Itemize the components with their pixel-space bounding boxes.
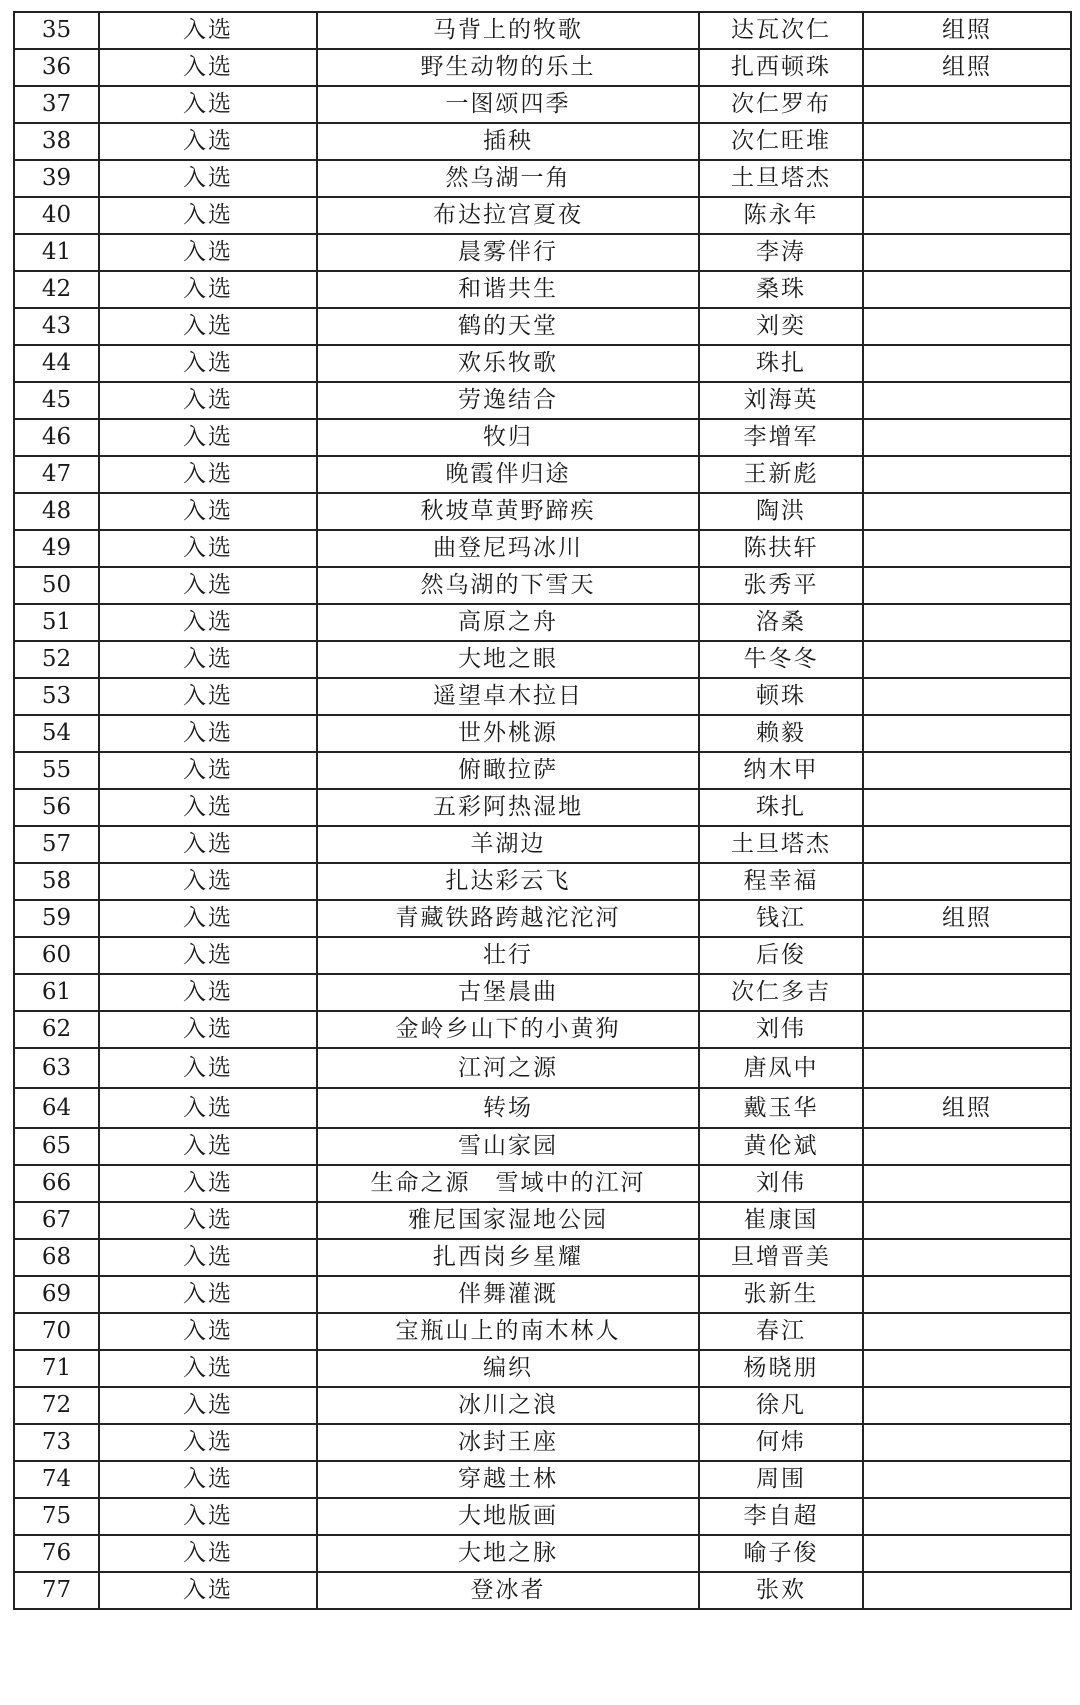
- author-cell: 春江: [699, 1313, 863, 1350]
- title-cell: 大地之眼: [317, 641, 699, 678]
- row-number-cell: 57: [14, 826, 99, 863]
- author-cell: 何炜: [699, 1424, 863, 1461]
- status-cell: 入选: [99, 1239, 317, 1276]
- title-cell: 壮行: [317, 937, 699, 974]
- note-cell: [863, 1165, 1071, 1202]
- row-number-cell: 51: [14, 604, 99, 641]
- row-number-cell: 62: [14, 1011, 99, 1048]
- title-cell: 古堡晨曲: [317, 974, 699, 1011]
- status-cell: 入选: [99, 308, 317, 345]
- table-row: [14, 567, 1071, 604]
- note-cell: 组照: [863, 49, 1071, 86]
- status-cell: 入选: [99, 1535, 317, 1572]
- status-cell: 入选: [99, 826, 317, 863]
- note-cell: [863, 345, 1071, 382]
- row-number-cell: 77: [14, 1572, 99, 1609]
- note-cell: [863, 1498, 1071, 1535]
- status-cell: 入选: [99, 197, 317, 234]
- status-cell: 入选: [99, 1572, 317, 1609]
- author-cell: 扎西顿珠: [699, 49, 863, 86]
- table-row: [14, 160, 1071, 197]
- author-cell: 赖毅: [699, 715, 863, 752]
- title-cell: 遥望卓木拉日: [317, 678, 699, 715]
- table-row: [14, 12, 1071, 49]
- table-row: [14, 234, 1071, 271]
- table-row: [14, 1387, 1071, 1424]
- table-row: [14, 1572, 1071, 1609]
- status-cell: 入选: [99, 863, 317, 900]
- table-row: [14, 382, 1071, 419]
- table-row: [14, 1424, 1071, 1461]
- author-cell: 李涛: [699, 234, 863, 271]
- author-cell: 后俊: [699, 937, 863, 974]
- note-cell: [863, 974, 1071, 1011]
- status-cell: 入选: [99, 1387, 317, 1424]
- title-cell: 一图颂四季: [317, 86, 699, 123]
- table-row: [14, 419, 1071, 456]
- table-row: [14, 1202, 1071, 1239]
- status-cell: 入选: [99, 1202, 317, 1239]
- row-number-cell: 46: [14, 419, 99, 456]
- status-cell: 入选: [99, 382, 317, 419]
- author-cell: 刘伟: [699, 1165, 863, 1202]
- title-cell: 扎西岗乡星耀: [317, 1239, 699, 1276]
- note-cell: [863, 937, 1071, 974]
- author-cell: 程幸福: [699, 863, 863, 900]
- status-cell: 入选: [99, 1461, 317, 1498]
- title-cell: 冰川之浪: [317, 1387, 699, 1424]
- row-number-cell: 55: [14, 752, 99, 789]
- author-cell: 李自超: [699, 1498, 863, 1535]
- author-cell: 钱江: [699, 900, 863, 937]
- table-row: [14, 123, 1071, 160]
- author-cell: 黄伦斌: [699, 1128, 863, 1165]
- author-cell: 顿珠: [699, 678, 863, 715]
- table-row: [14, 1350, 1071, 1387]
- status-cell: 入选: [99, 86, 317, 123]
- row-number-cell: 73: [14, 1424, 99, 1461]
- note-cell: [863, 1535, 1071, 1572]
- status-cell: 入选: [99, 900, 317, 937]
- row-number-cell: 58: [14, 863, 99, 900]
- title-cell: 生命之源 雪域中的江河: [317, 1165, 699, 1202]
- title-cell: 宝瓶山上的南木林人: [317, 1313, 699, 1350]
- table-row: [14, 86, 1071, 123]
- author-cell: 张秀平: [699, 567, 863, 604]
- row-number-cell: 61: [14, 974, 99, 1011]
- status-cell: 入选: [99, 1088, 317, 1128]
- title-cell: 登冰者: [317, 1572, 699, 1609]
- table-row: [14, 530, 1071, 567]
- author-cell: 李增军: [699, 419, 863, 456]
- table-row: [14, 1313, 1071, 1350]
- status-cell: 入选: [99, 160, 317, 197]
- author-cell: 珠扎: [699, 345, 863, 382]
- note-cell: [863, 382, 1071, 419]
- row-number-cell: 63: [14, 1048, 99, 1088]
- note-cell: [863, 123, 1071, 160]
- note-cell: [863, 752, 1071, 789]
- row-number-cell: 71: [14, 1350, 99, 1387]
- author-cell: 刘海英: [699, 382, 863, 419]
- title-cell: 布达拉宫夏夜: [317, 197, 699, 234]
- note-cell: [863, 160, 1071, 197]
- table-row: [14, 456, 1071, 493]
- table-row: [14, 1128, 1071, 1165]
- status-cell: 入选: [99, 345, 317, 382]
- status-cell: 入选: [99, 1276, 317, 1313]
- row-number-cell: 75: [14, 1498, 99, 1535]
- row-number-cell: 65: [14, 1128, 99, 1165]
- row-number-cell: 39: [14, 160, 99, 197]
- row-number-cell: 64: [14, 1088, 99, 1128]
- note-cell: [863, 1239, 1071, 1276]
- status-cell: 入选: [99, 1165, 317, 1202]
- table-row: [14, 1276, 1071, 1313]
- row-number-cell: 66: [14, 1165, 99, 1202]
- table-row: [14, 197, 1071, 234]
- row-number-cell: 53: [14, 678, 99, 715]
- title-cell: 牧归: [317, 419, 699, 456]
- author-cell: 桑珠: [699, 271, 863, 308]
- row-number-cell: 74: [14, 1461, 99, 1498]
- table-row: [14, 937, 1071, 974]
- title-cell: 鹤的天堂: [317, 308, 699, 345]
- status-cell: 入选: [99, 678, 317, 715]
- note-cell: [863, 1313, 1071, 1350]
- note-cell: [863, 641, 1071, 678]
- row-number-cell: 76: [14, 1535, 99, 1572]
- table-row: [14, 1461, 1071, 1498]
- status-cell: 入选: [99, 752, 317, 789]
- author-cell: 次仁旺堆: [699, 123, 863, 160]
- note-cell: [863, 1202, 1071, 1239]
- row-number-cell: 45: [14, 382, 99, 419]
- note-cell: [863, 197, 1071, 234]
- author-cell: 陈扶轩: [699, 530, 863, 567]
- note-cell: 组照: [863, 1088, 1071, 1128]
- table-row: [14, 641, 1071, 678]
- row-number-cell: 41: [14, 234, 99, 271]
- table-row: [14, 678, 1071, 715]
- title-cell: 和谐共生: [317, 271, 699, 308]
- row-number-cell: 38: [14, 123, 99, 160]
- title-cell: 青藏铁路跨越沱沱河: [317, 900, 699, 937]
- note-cell: [863, 1048, 1071, 1088]
- row-number-cell: 40: [14, 197, 99, 234]
- title-cell: 俯瞰拉萨: [317, 752, 699, 789]
- author-cell: 王新彪: [699, 456, 863, 493]
- note-cell: [863, 1011, 1071, 1048]
- note-cell: [863, 1387, 1071, 1424]
- note-cell: [863, 1572, 1071, 1609]
- note-cell: [863, 271, 1071, 308]
- author-cell: 杨晓朋: [699, 1350, 863, 1387]
- row-number-cell: 70: [14, 1313, 99, 1350]
- note-cell: [863, 1350, 1071, 1387]
- title-cell: 五彩阿热湿地: [317, 789, 699, 826]
- note-cell: [863, 456, 1071, 493]
- author-cell: 洛桑: [699, 604, 863, 641]
- title-cell: 穿越土林: [317, 1461, 699, 1498]
- author-cell: 次仁罗布: [699, 86, 863, 123]
- title-cell: 编织: [317, 1350, 699, 1387]
- author-cell: 崔康国: [699, 1202, 863, 1239]
- author-cell: 周围: [699, 1461, 863, 1498]
- status-cell: 入选: [99, 493, 317, 530]
- title-cell: 野生动物的乐土: [317, 49, 699, 86]
- row-number-cell: 67: [14, 1202, 99, 1239]
- table-row: [14, 1498, 1071, 1535]
- note-cell: [863, 530, 1071, 567]
- row-number-cell: 60: [14, 937, 99, 974]
- table-row: [14, 1239, 1071, 1276]
- author-cell: 张新生: [699, 1276, 863, 1313]
- table-row: [14, 1011, 1071, 1048]
- note-cell: [863, 1128, 1071, 1165]
- note-cell: [863, 419, 1071, 456]
- author-cell: 珠扎: [699, 789, 863, 826]
- results-table: [13, 11, 1072, 1610]
- table-row: [14, 826, 1071, 863]
- title-cell: 雅尼国家湿地公园: [317, 1202, 699, 1239]
- title-cell: 转场: [317, 1088, 699, 1128]
- results-table-body: [14, 12, 1071, 1609]
- row-number-cell: 72: [14, 1387, 99, 1424]
- note-cell: [863, 493, 1071, 530]
- title-cell: 插秧: [317, 123, 699, 160]
- status-cell: 入选: [99, 567, 317, 604]
- status-cell: 入选: [99, 1128, 317, 1165]
- table-row: [14, 1088, 1071, 1128]
- row-number-cell: 47: [14, 456, 99, 493]
- author-cell: 次仁多吉: [699, 974, 863, 1011]
- status-cell: 入选: [99, 12, 317, 49]
- note-cell: [863, 678, 1071, 715]
- row-number-cell: 59: [14, 900, 99, 937]
- status-cell: 入选: [99, 419, 317, 456]
- author-cell: 刘伟: [699, 1011, 863, 1048]
- title-cell: 秋坡草黄野蹄疾: [317, 493, 699, 530]
- title-cell: 曲登尼玛冰川: [317, 530, 699, 567]
- author-cell: 徐凡: [699, 1387, 863, 1424]
- status-cell: 入选: [99, 789, 317, 826]
- note-cell: [863, 86, 1071, 123]
- table-row: [14, 493, 1071, 530]
- note-cell: [863, 715, 1071, 752]
- row-number-cell: 42: [14, 271, 99, 308]
- title-cell: 然乌湖的下雪天: [317, 567, 699, 604]
- author-cell: 陈永年: [699, 197, 863, 234]
- row-number-cell: 36: [14, 49, 99, 86]
- title-cell: 晨雾伴行: [317, 234, 699, 271]
- table-row: [14, 1048, 1071, 1088]
- status-cell: 入选: [99, 456, 317, 493]
- title-cell: 世外桃源: [317, 715, 699, 752]
- note-cell: [863, 1276, 1071, 1313]
- author-cell: 张欢: [699, 1572, 863, 1609]
- title-cell: 晚霞伴归途: [317, 456, 699, 493]
- row-number-cell: 68: [14, 1239, 99, 1276]
- row-number-cell: 49: [14, 530, 99, 567]
- row-number-cell: 54: [14, 715, 99, 752]
- table-row: [14, 49, 1071, 86]
- table-row: [14, 863, 1071, 900]
- table-row: [14, 271, 1071, 308]
- status-cell: 入选: [99, 123, 317, 160]
- row-number-cell: 37: [14, 86, 99, 123]
- title-cell: 然乌湖一角: [317, 160, 699, 197]
- title-cell: 扎达彩云飞: [317, 863, 699, 900]
- table-row: [14, 900, 1071, 937]
- note-cell: [863, 1461, 1071, 1498]
- title-cell: 羊湖边: [317, 826, 699, 863]
- title-cell: 大地版画: [317, 1498, 699, 1535]
- title-cell: 金岭乡山下的小黄狗: [317, 1011, 699, 1048]
- author-cell: 达瓦次仁: [699, 12, 863, 49]
- author-cell: 纳木甲: [699, 752, 863, 789]
- status-cell: 入选: [99, 530, 317, 567]
- note-cell: [863, 308, 1071, 345]
- status-cell: 入选: [99, 937, 317, 974]
- table-row: [14, 974, 1071, 1011]
- status-cell: 入选: [99, 1313, 317, 1350]
- note-cell: [863, 567, 1071, 604]
- table-row: [14, 1535, 1071, 1572]
- title-cell: 冰封王座: [317, 1424, 699, 1461]
- row-number-cell: 56: [14, 789, 99, 826]
- status-cell: 入选: [99, 234, 317, 271]
- author-cell: 土旦塔杰: [699, 826, 863, 863]
- title-cell: 雪山家园: [317, 1128, 699, 1165]
- row-number-cell: 35: [14, 12, 99, 49]
- row-number-cell: 52: [14, 641, 99, 678]
- table-row: [14, 308, 1071, 345]
- author-cell: 旦增晋美: [699, 1239, 863, 1276]
- note-cell: 组照: [863, 12, 1071, 49]
- note-cell: [863, 789, 1071, 826]
- row-number-cell: 48: [14, 493, 99, 530]
- title-cell: 欢乐牧歌: [317, 345, 699, 382]
- title-cell: 高原之舟: [317, 604, 699, 641]
- author-cell: 刘奕: [699, 308, 863, 345]
- status-cell: 入选: [99, 604, 317, 641]
- status-cell: 入选: [99, 1498, 317, 1535]
- row-number-cell: 44: [14, 345, 99, 382]
- note-cell: [863, 863, 1071, 900]
- table-row: [14, 345, 1071, 382]
- note-cell: [863, 234, 1071, 271]
- row-number-cell: 43: [14, 308, 99, 345]
- note-cell: 组照: [863, 900, 1071, 937]
- author-cell: 喻子俊: [699, 1535, 863, 1572]
- table-row: [14, 1165, 1071, 1202]
- row-number-cell: 69: [14, 1276, 99, 1313]
- author-cell: 唐凤中: [699, 1048, 863, 1088]
- author-cell: 陶洪: [699, 493, 863, 530]
- status-cell: 入选: [99, 1048, 317, 1088]
- status-cell: 入选: [99, 715, 317, 752]
- status-cell: 入选: [99, 1350, 317, 1387]
- note-cell: [863, 604, 1071, 641]
- title-cell: 劳逸结合: [317, 382, 699, 419]
- table-row: [14, 789, 1071, 826]
- note-cell: [863, 1424, 1071, 1461]
- table-row: [14, 715, 1071, 752]
- table-row: [14, 604, 1071, 641]
- status-cell: 入选: [99, 271, 317, 308]
- status-cell: 入选: [99, 1424, 317, 1461]
- status-cell: 入选: [99, 641, 317, 678]
- table-row: [14, 752, 1071, 789]
- row-number-cell: 50: [14, 567, 99, 604]
- status-cell: 入选: [99, 49, 317, 86]
- title-cell: 伴舞灌溉: [317, 1276, 699, 1313]
- author-cell: 牛冬冬: [699, 641, 863, 678]
- author-cell: 土旦塔杰: [699, 160, 863, 197]
- status-cell: 入选: [99, 974, 317, 1011]
- status-cell: 入选: [99, 1011, 317, 1048]
- title-cell: 江河之源: [317, 1048, 699, 1088]
- author-cell: 戴玉华: [699, 1088, 863, 1128]
- title-cell: 马背上的牧歌: [317, 12, 699, 49]
- title-cell: 大地之脉: [317, 1535, 699, 1572]
- note-cell: [863, 826, 1071, 863]
